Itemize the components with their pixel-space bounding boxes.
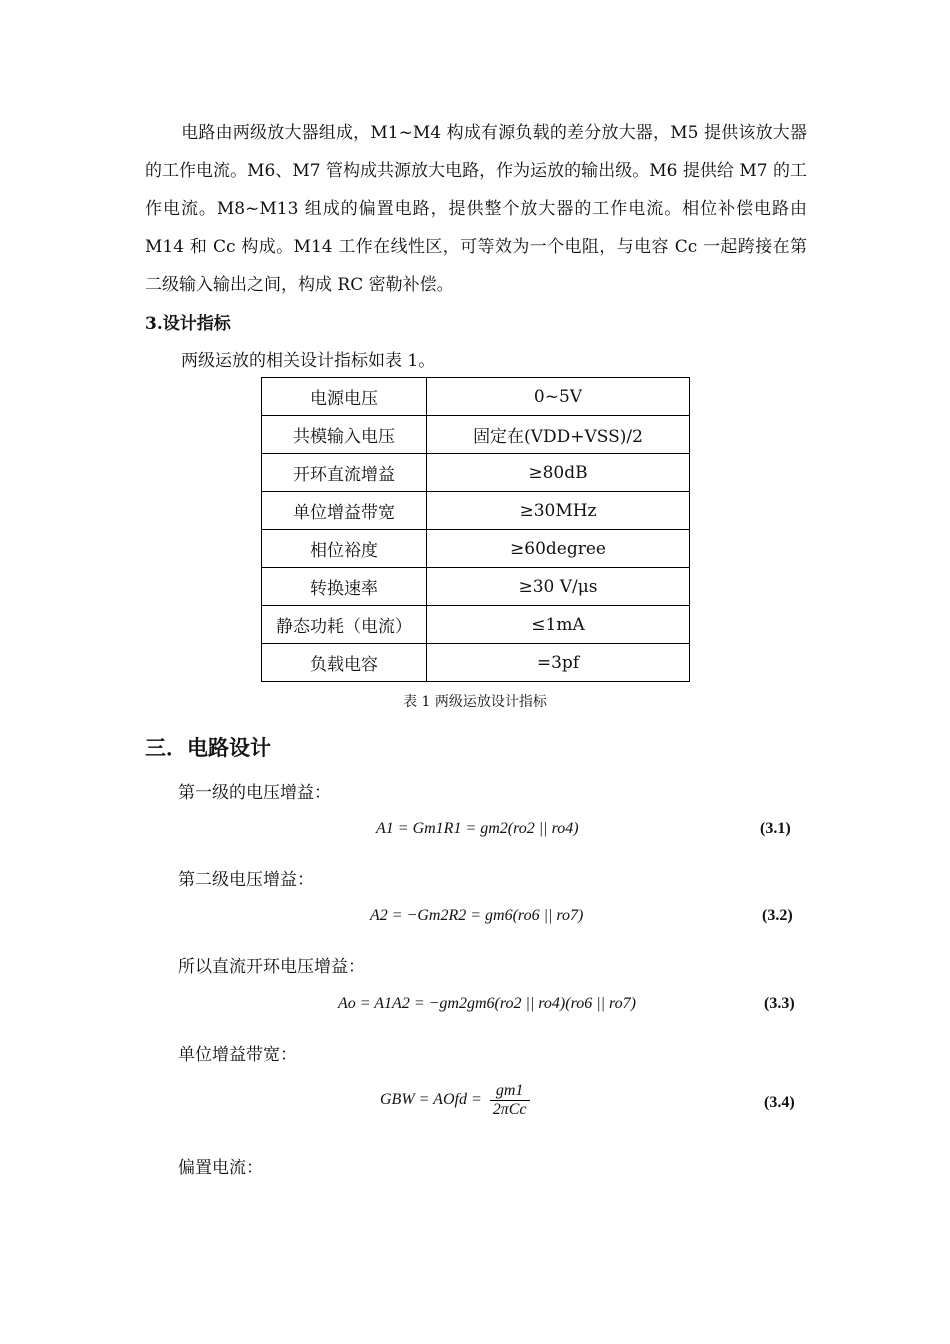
spec-value-cell: =3pf	[427, 644, 690, 682]
equation-3-4	[380, 1082, 530, 1119]
spec-param-cell: 负载电容	[262, 644, 427, 682]
table-row	[262, 606, 690, 644]
table-caption: 表 1 两级运放设计指标	[403, 694, 547, 710]
dc-gain-label: 所以直流开环电压增益：	[178, 957, 365, 977]
spec-table	[261, 377, 690, 682]
stage2-label: 第二级电压增益：	[178, 870, 314, 890]
spec-value-cell: ≥80dB	[427, 454, 690, 492]
table-row	[262, 416, 690, 454]
spec-param-cell: 单位增益带宽	[262, 492, 427, 530]
spec-param-cell: 转换速率	[262, 568, 427, 606]
spec-param-cell: 电源电压	[262, 378, 427, 416]
bias-current-label: 偏置电流：	[178, 1158, 263, 1178]
equation-3-2: A2 = −Gm2R2 = gm6(ro6 || ro7)	[370, 907, 584, 924]
stage1-label: 第一级的电压增益：	[178, 783, 331, 803]
spec-lead-text: 两级运放的相关设计指标如表 1。	[181, 351, 436, 371]
table-row	[262, 568, 690, 606]
fraction-denominator: 2πCc	[492, 1101, 527, 1118]
section-heading: 三．电路设计	[145, 735, 271, 760]
spec-param-cell: 相位裕度	[262, 530, 427, 568]
equation-lhs: GBW = AOfd =	[380, 1091, 482, 1109]
intro-paragraph: 电路由两级放大器组成，M1~M4 构成有源负载的差分放大器，M5 提供该放大器的工作电流。M6、M7 管构成共源放大电路，作为运放的输出级。M6 提供给 M7 的工作电流。M8~M13 组成的偏置电路，提供整个放大器的工作电流。相位补偿电路由 M14 和 Cc 构成。M14 工作在线性区，可等效为一个电阻，与电容 Cc 一起跨接在第二级输入输出之间，构成 RC 密勒补偿。	[145, 123, 807, 295]
spec-param-cell: 共模输入电压	[262, 416, 427, 454]
equation-3-1: A1 = Gm1R1 = gm2(ro2 || ro4)	[376, 820, 579, 837]
spec-param-cell: 开环直流增益	[262, 454, 427, 492]
spec-value-cell: ≥30MHz	[427, 492, 690, 530]
gbw-label: 单位增益带宽：	[178, 1045, 297, 1065]
table-row	[262, 530, 690, 568]
spec-value-cell: ≤1mA	[427, 606, 690, 644]
spec-value-cell: ≥30 V/μs	[427, 568, 690, 606]
spec-heading: 3.设计指标	[145, 314, 231, 334]
spec-value-cell: ≥60degree	[427, 530, 690, 568]
equation-number: (3.2)	[762, 907, 793, 924]
table-row	[262, 644, 690, 682]
equation-number: (3.4)	[764, 1094, 795, 1111]
table-row	[262, 492, 690, 530]
spec-value-cell: 0~5V	[427, 378, 690, 416]
equation-number: (3.1)	[760, 820, 791, 837]
table-row	[262, 454, 690, 492]
equation-3-3: Ao = A1A2 = −gm2gm6(ro2 || ro4)(ro6 || ro7)	[338, 995, 636, 1012]
fraction-numerator: gm1	[490, 1082, 530, 1101]
equation-fraction	[490, 1082, 530, 1119]
spec-value-cell: 固定在(VDD+VSS)/2	[427, 416, 690, 454]
equation-number: (3.3)	[764, 995, 795, 1012]
spec-param-cell: 静态功耗（电流）	[262, 606, 427, 644]
table-row	[262, 378, 690, 416]
